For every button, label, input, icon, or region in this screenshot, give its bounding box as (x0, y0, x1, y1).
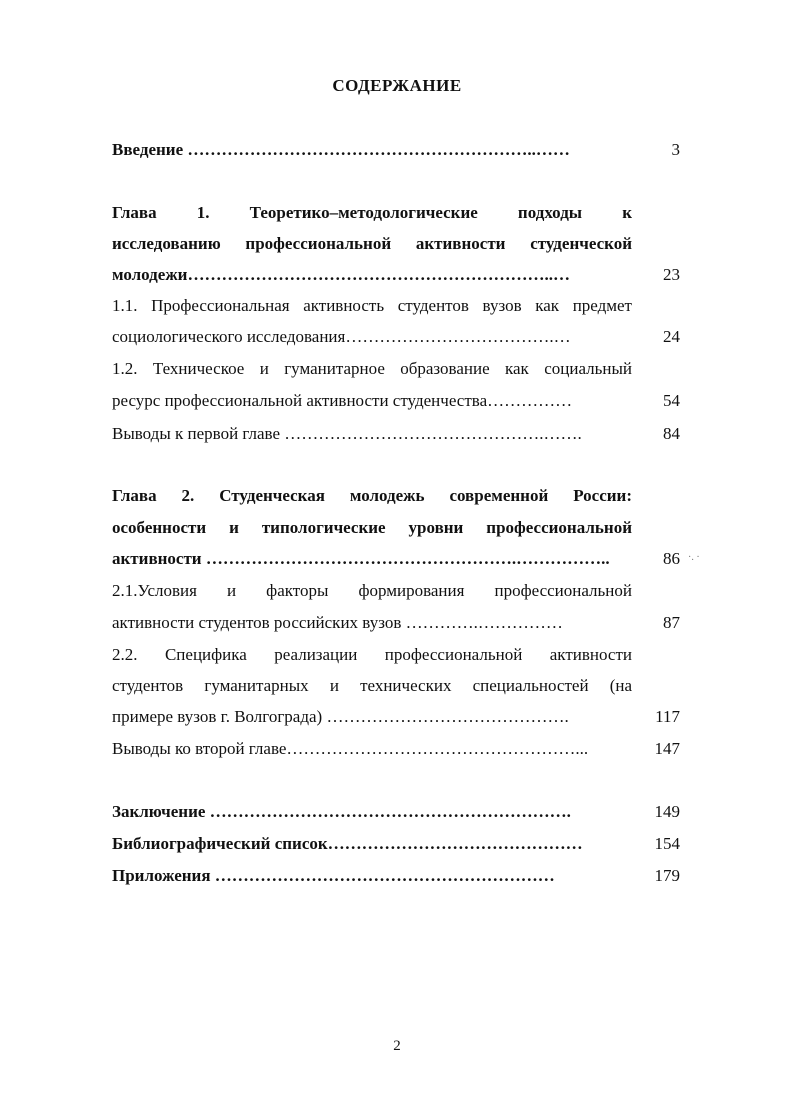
toc-intro-page: 3 (671, 140, 680, 159)
toc-appendix: Приложения …………………………………………………… (112, 866, 555, 885)
toc-conclusions-1: Выводы к первой главе ……………………………………….……. (112, 424, 582, 443)
toc-conclusions-2: Выводы ко второй главе……………………………………………... (112, 739, 589, 758)
toc-section-1-1-line2: социологического исследования……………………………….… (112, 327, 571, 346)
toc-section-1-2-page: 54 (663, 391, 680, 410)
toc-chapter1-line3: молодежи………………………………………………………..… (112, 265, 570, 284)
toc-chapter2-page: 86 (663, 549, 680, 568)
toc-section-1-1-page: 24 (663, 327, 680, 346)
toc-section-1-2-line2: ресурс профессиональной активности студенчества…………… (112, 391, 573, 410)
toc-section-2-2-line1: 2.2. Специфика реализации профессиональной активности (112, 645, 632, 664)
toc-section-2-1-line2: активности студентов российских вузов ………….…………… (112, 613, 563, 632)
toc-intro: Введение ……………………………………………………..…… (112, 140, 570, 159)
page-number: 2 (393, 1038, 401, 1054)
page-title: СОДЕРЖАНИЕ (332, 76, 462, 95)
scan-speck: ·. · (688, 552, 700, 563)
toc-section-2-1-line1: 2.1.Условия и факторы формирования профессиональной (112, 581, 632, 600)
toc-section-2-1-page: 87 (663, 613, 680, 632)
toc-section-2-2-line3: примере вузов г. Волгограда) ……………………………………. (112, 707, 569, 726)
toc-chapter2-line2: особенности и типологические уровни профессиональной (112, 518, 632, 537)
toc-section-2-2-line2: студентов гуманитарных и технических специальностей (на (112, 676, 632, 695)
toc-bibliography: Библиографический список……………………………………… (112, 834, 583, 853)
toc-conclusion: Заключение ………………………………………………………. (112, 802, 571, 821)
toc-conclusions-1-page: 84 (663, 424, 680, 443)
toc-chapter1-line2: исследованию профессиональной активности студенческой (112, 234, 632, 253)
toc-chapter2-line1: Глава 2. Студенческая молодежь современной России: (112, 486, 632, 505)
toc-bibliography-page: 154 (654, 834, 680, 853)
toc-appendix-page: 179 (654, 866, 680, 885)
toc-chapter2-line3: активности ……………………………………………….…………….. (112, 549, 610, 568)
toc-section-1-2-line1: 1.2. Техническое и гуманитарное образование как социальный (112, 359, 632, 378)
toc-chapter1-line1: Глава 1. Теоретико–методологические подходы к (112, 203, 632, 222)
toc-section-2-2-page: 117 (655, 707, 680, 726)
toc-conclusions-2-page: 147 (654, 739, 680, 758)
toc-chapter1-page: 23 (663, 265, 680, 284)
toc-conclusion-page: 149 (654, 802, 680, 821)
toc-section-1-1-line1: 1.1. Профессиональная активность студентов вузов как предмет (112, 296, 632, 315)
